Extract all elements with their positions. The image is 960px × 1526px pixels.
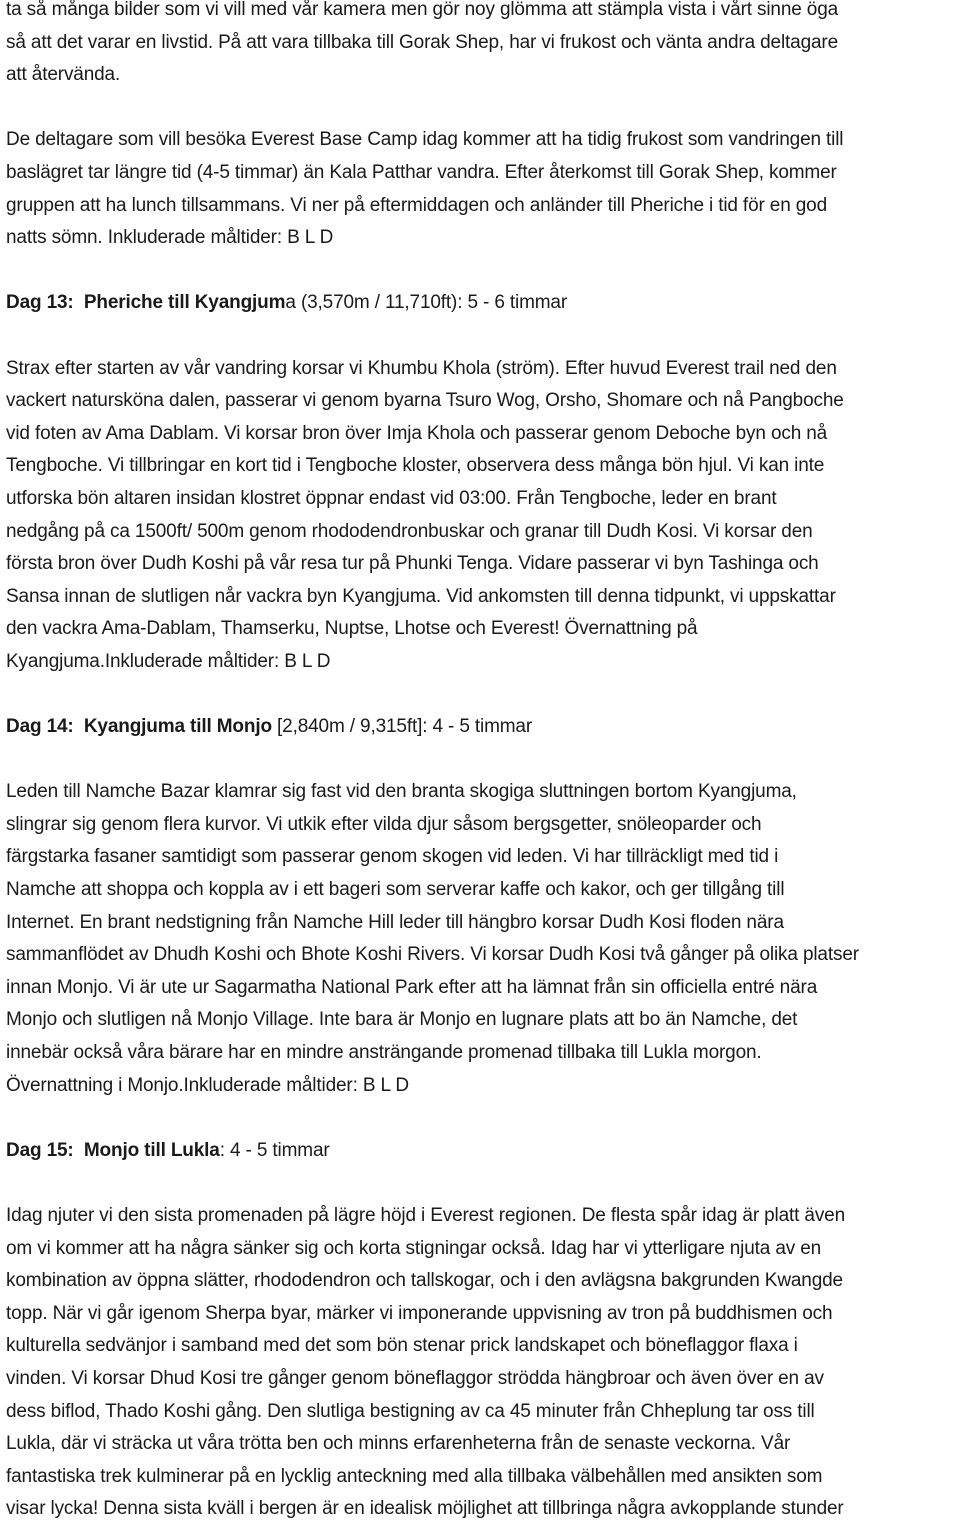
paragraph-gap <box>6 744 958 777</box>
paragraph-gap <box>6 1167 958 1200</box>
text-line: fantastiska trek kulminerar på en lycklig anteckning med alla tillbaka välbehållen med ansikten som <box>6 1465 823 1487</box>
day-route: Kyangjuma till Monjo <box>83 716 272 738</box>
paragraph-gap <box>6 255 958 288</box>
day-label: Dag 13: <box>6 292 74 314</box>
ebc-paragraph <box>6 124 958 254</box>
text-line: Namche att shoppa och koppla av i ett bageri som serverar kaffe och kakor, och ger tillgång till <box>6 879 785 901</box>
text-line: Strax efter starten av vår vandring korsar vi Khumbu Khola (ström). Efter huvud Everest trail ned den <box>6 357 837 379</box>
text-line: sammanflödet av Dhudh Koshi och Bhote Koshi Rivers. Vi korsar Dudh Kosi två gånger på olika platser <box>6 944 859 966</box>
day-label: Dag 15: <box>6 1139 74 1161</box>
text-line: De deltagare som vill besöka Everest Base Camp idag kommer att ha tidig frukost som vandringen till <box>6 129 844 151</box>
text-line: vid foten av Ama Dablam. Vi korsar bron över Imja Khola och passerar genom Deboche byn och nå <box>6 422 828 444</box>
text-line: den vackra Ama-Dablam, Thamserku, Nuptse, Lhotse och Everest! Övernattning på <box>6 618 698 640</box>
text-line: visar lycka! Denna sista kväll i bergen är en idealisk möjlighet att tillbringa några avkopplande stunder <box>6 1498 844 1520</box>
day-details: : 4 - 5 timmar <box>219 1139 330 1161</box>
day-15-heading <box>6 1135 958 1168</box>
text-line: Lukla, där vi sträcka ut våra trötta ben och minns erfarenheterna från de senaste veckorna. Vår <box>6 1433 791 1455</box>
day-label: Dag 14: <box>6 716 74 738</box>
text-line: gruppen att ha lunch tillsammans. Vi ner på eftermiddagen och anländer till Pheriche i tid för en god <box>6 194 827 216</box>
text-line: nedgång på ca 1500ft/ 500m genom rhododendronbuskar och granar till Dudh Kosi. Vi korsar den <box>6 520 813 542</box>
text-line: kulturella sedvänjor i samband med det som bön stenar prick landskapet och böneflaggor flaxa i <box>6 1335 798 1357</box>
day-14-heading <box>6 711 958 744</box>
text-line: Tengboche. Vi tillbringar en kort tid i Tengboche kloster, observera dess många bön hjul. Vi kan inte <box>6 455 825 477</box>
text-line: Monjo och slutligen nå Monjo Village. Inte bara är Monjo en lugnare plats att bo än Namche, det <box>6 1009 798 1031</box>
text-line: Sansa innan de slutligen når vackra byn Kyangjuma. Vid ankomsten till denna tidpunkt, vi uppskattar <box>6 585 836 607</box>
text-line: baslägret tar längre tid (4-5 timmar) än Kala Patthar vandra. Efter återkomst till Gorak Shep, kommer <box>6 161 837 183</box>
text-line: om vi kommer att ha några sänker sig och korta stigningar också. Idag har vi ytterligare njuta av en <box>6 1237 822 1259</box>
text-line: slingrar sig genom flera kurvor. Vi utkik efter vilda djur såsom bergsgetter, snöleoparder och <box>6 813 762 835</box>
text-line: så att det varar en livstid. På att vara tillbaka till Gorak Shep, har vi frukost och vänta andra deltagare <box>6 31 839 53</box>
text-line: att återvända. <box>6 64 121 86</box>
day-route-tail: a <box>285 292 296 314</box>
text-line: kombination av öppna slätter, rhododendron och tallskogar, och i den avlägsna bakgrunden Kwangde <box>6 1270 843 1292</box>
text-line: färgstarka fasaner samtidigt som passerar genom skogen vid leden. Vi har tillräckligt med tid i <box>6 846 779 868</box>
day-route: Pheriche till Kyangjum <box>83 292 286 314</box>
paragraph-gap <box>6 678 958 711</box>
day-14-paragraph <box>6 776 958 1102</box>
day-15-paragraph <box>6 1200 958 1526</box>
text-line: vackert natursköna dalen, passerar vi genom byarna Tsuro Wog, Orsho, Shomare och nå Pangboche <box>6 390 844 412</box>
paragraph-gap <box>6 92 958 125</box>
text-line: natts sömn. Inkluderade måltider: B L D <box>6 227 334 249</box>
paragraph-gap <box>6 320 958 353</box>
day-13-heading <box>6 287 958 320</box>
text-line: Leden till Namche Bazar klamrar sig fast vid den branta skogiga sluttningen bortom Kyangjuma, <box>6 781 797 803</box>
text-line: innebär också våra bärare har en mindre ansträngande promenad tillbaka till Lukla morgon. <box>6 1042 762 1063</box>
text-line: topp. När vi går igenom Sherpa byar, märker vi imponerande uppvisning av tron på buddhismen och <box>6 1302 833 1324</box>
document-page <box>6 0 958 1526</box>
text-line: vinden. Vi korsar Dhud Kosi tre gånger genom böneflaggor strödda hängbroar och även över en av <box>6 1367 824 1389</box>
text-line: första bron över Dudh Koshi på vår resa tur på Phunki Tenga. Vidare passerar vi byn Tashinga och <box>6 553 819 575</box>
paragraph-gap <box>6 1102 958 1135</box>
text-line: Kyangjuma.Inkluderade måltider: B L D <box>6 650 331 672</box>
day-details: (3,570m / 11,710ft): 5 - 6 timmar <box>295 292 568 314</box>
intro-paragraph <box>6 0 958 92</box>
text-line: dess biflod, Thado Koshi gång. Den slutliga bestigning av ca 45 minuter från Chheplung tar oss till <box>6 1400 815 1422</box>
day-route: Monjo till Lukla <box>83 1139 220 1161</box>
text-line: Internet. En brant nedstigning från Namche Hill leder till hängbro korsar Dudh Kosi floden nära <box>6 911 784 933</box>
text-line: innan Monjo. Vi är ute ur Sagarmatha National Park efter att ha lämnat från sin officiella entré nära <box>6 976 818 998</box>
day-details: [2,840m / 9,315ft]: 4 - 5 timmar <box>271 716 533 738</box>
text-line: Idag njuter vi den sista promenaden på lägre höjd i Everest regionen. De flesta spår idag är platt även <box>6 1204 846 1226</box>
day-13-paragraph <box>6 353 958 679</box>
text-line: ta så många bilder som vi vill med vår kamera men gör noy glömma att stämpla vista i vårt sinne öga <box>6 0 839 20</box>
text-line: utforska bön altaren insidan klostret öppnar endast vid 03:00. Från Tengboche, leder en brant <box>6 487 777 509</box>
text-line: Övernattning i Monjo.Inkluderade måltider: B L D <box>6 1074 409 1096</box>
